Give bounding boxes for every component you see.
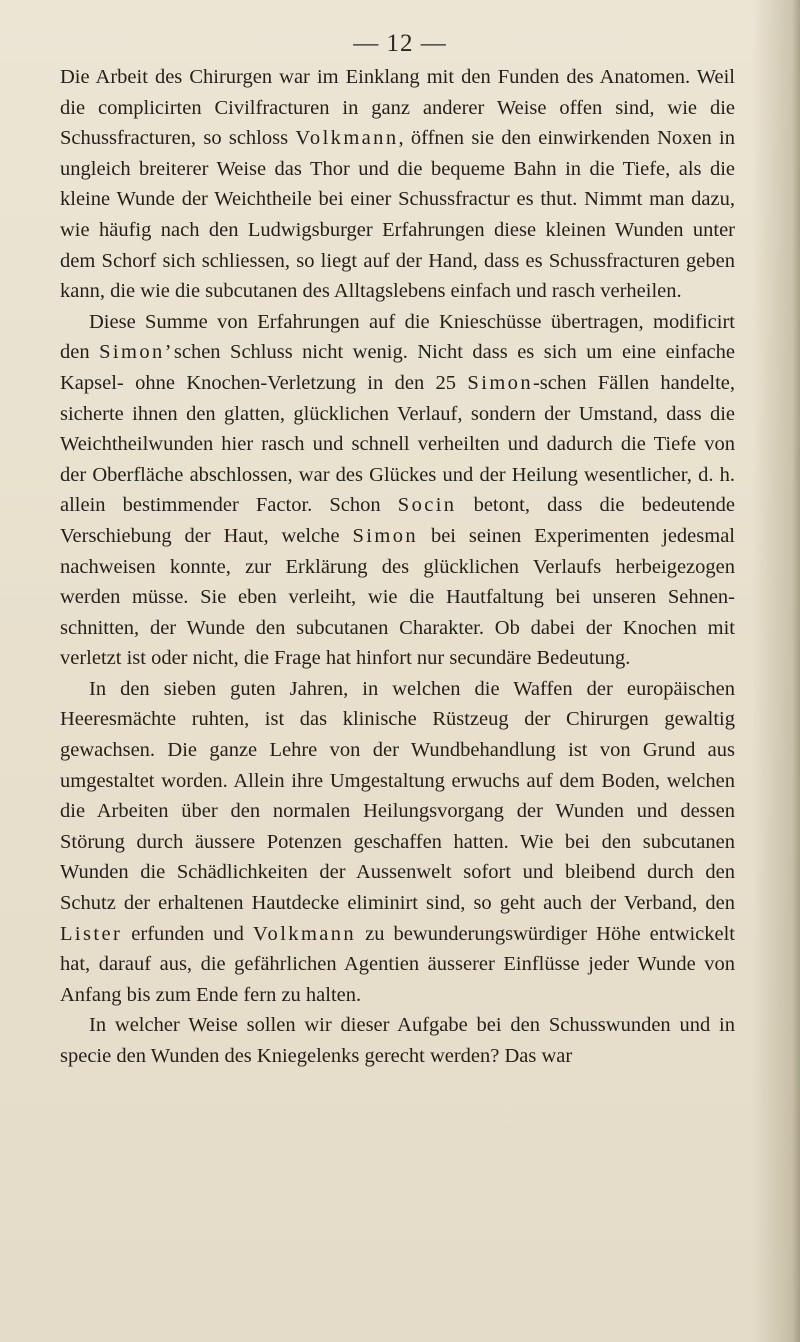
paragraph-4: In welcher Weise sollen wir dieser Aufgabe bei den Schusswunden und in specie den Wunden des Kniegelenks gerecht werden? Das war [60, 1014, 735, 1067]
paragraph-2: Diese Summe von Erfahrungen auf die Knieschüsse übertragen, modificirt den Simon’schen Schluss nicht wenig. Nicht dass es sich um eine einfache Kapsel- ohne Knochen-Verletzung in den 25 Simon-schen Fällen handelte, sicherte ihnen den glatten, glücklichen Verlauf, sondern der Umstand, dass die Weichtheilwunden hier rasch und schnell verheilten und dadurch die Tiefe von der Oberfläche abschlossen, war des Glückes und der Heilung wesentlicher, d. h. allein bestimmender Factor. Schon Socin betont, dass die bedeutende Verschiebung der Haut, welche Simon bei seinen Experimenten jedesmal nachweisen konnte, zur Erklärung des glücklichen Verlaufs herbeigezogen werden müsse. Sie eben verleiht, wie die Hautfaltung bei unseren Sehnenschnitten, der Wunde den subcutanen Charakter. Ob dabei der Knochen mit verletzt ist oder nicht, die Frage hat hinfort nur secundäre Bedeutung. [60, 310, 735, 670]
author-name: Simon [467, 371, 533, 394]
author-name: Volkmann [252, 922, 357, 945]
author-name: Simon’ [99, 341, 174, 364]
author-name: Lister [60, 922, 123, 945]
paragraph-1: Die Arbeit des Chirurgen war im Einklang mit den Funden des Anatomen. Weil die complicirten Civilfracturen in ganz anderer Weise offen sind, wie die Schussfracturen, so schloss Volkmann, öffnen sie den einwirkenden Noxen in ungleich breiterer Weise das Thor und die bequeme Bahn in die Tiefe, als die kleine Wunde der Weichtheile bei einer Schussfractur es thut. Nimmt man dazu, wie häufig nach den Ludwigsburger Erfahrungen diese kleinen Wunden unter dem Schorf sich schliessen, so liegt auf der Hand, dass es Schussfracturen geben kann, die wie die subcutanen des Alltagslebens einfach und rasch verheilen. [60, 66, 735, 303]
paragraph-3: In den sieben guten Jahren, in welchen die Waffen der europäischen Heeresmächte ruhten, ist das klinische Rüstzeug der Chirurgen gewaltig gewachsen. Die ganze Lehre von der Wundbehandlung ist von Grund aus umgestaltet worden. Allein ihre Umgestaltung erwuchs auf dem Boden, welchen die Arbeiten über den normalen Heilungsvorgang der Wunden und dessen Störung durch äussere Potenzen geschaffen hatten. Wie bei den subcutanen Wunden die Schädlichkeiten der Aussenwelt sofort und bleibend durch den Schutz der erhaltenen Hautdecke eliminirt sind, so geht auch der Verband, den Lister erfunden und Volkmann zu bewunderungswürdiger Höhe entwickelt hat, darauf aus, die gefährlichen Agentien äusserer Einflüsse jeder Wunde von Anfang bis zum Ende fern zu halten. [60, 677, 735, 1006]
author-name: Socin [397, 494, 457, 517]
body-text [60, 62, 735, 1072]
page-number: — 12 — [353, 30, 447, 57]
author-name: Volkmann [295, 127, 399, 150]
author-name: Simon [352, 524, 419, 547]
